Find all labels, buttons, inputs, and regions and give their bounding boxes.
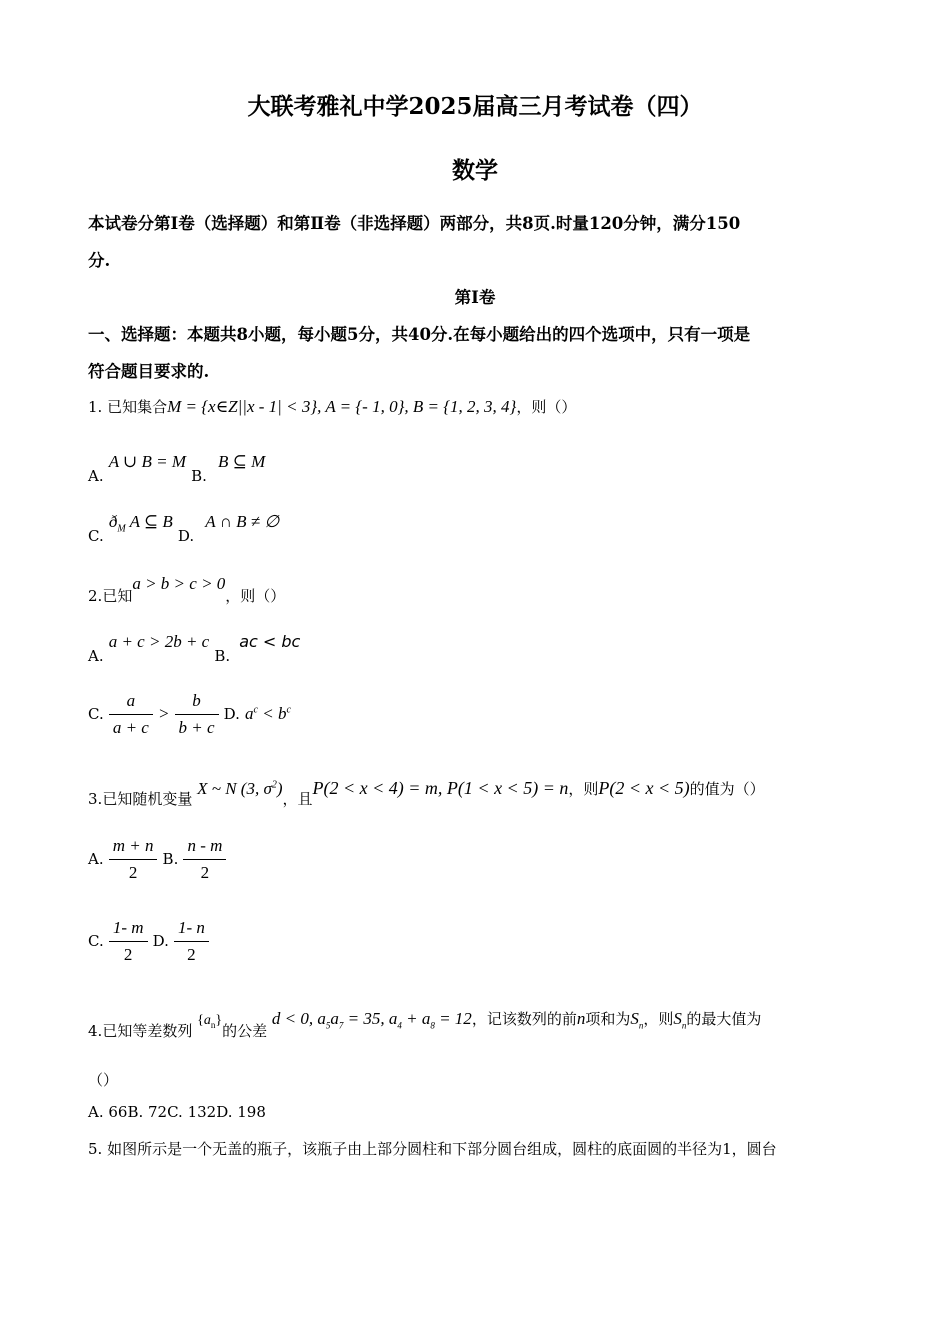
question-4-conditions: d < 0, $a_5a_7 = 35$, $a_4 + a_8 = 12$ [271,1009,472,1031]
exam-title: 大联考雅礼中学2025届高三月考试卷（四） [247,93,703,120]
question-4-sequence: $\{a_n\}$ [197,1013,223,1030]
q1-option-d: A ∩ B ≠ ∅ [205,512,280,531]
q3-option-d-fraction: $\frac{1- n}{2}$ [174,918,209,965]
q1-option-a: A ∪ B = M [108,452,187,471]
q3-option-a-fraction: $\frac{m + n}{2}$ [109,836,158,883]
question-3-options-cd: C. $\frac{1- m}{2}$ D. $\frac{1- n}{2}$ [88,918,209,965]
q1-option-c: $ð_M$ A ⊆ B [108,512,173,535]
question-4-options: A. 66B. 72C. 132D. 198 [88,1103,266,1121]
question-5-stem: 5. 如图所示是一个无盖的瓶子，该瓶子由上部分圆柱和下部分圆台组成，圆柱的底面圆的半径为1，圆台 [88,1140,777,1158]
q3-option-c-fraction: $\frac{1- m}{2}$ [109,918,148,965]
question-3-target: P(2 < x < 5) [598,778,690,798]
q3-option-b-fraction: $\frac{n - m}{2}$ [183,836,226,883]
intro-line-1: 本试卷分第Ⅰ卷（选择题）和第Ⅱ卷（非选择题）两部分，共8页.时量120分钟，满分150 [88,214,741,233]
question-3-stem: 3.已知随机变量 X ~ N (3, $\sigma^2$)，且P(2 < x < 4) = m, P(1 < x < 5) = n，则P(2 < x < 5)的值为（） [88,778,765,808]
question-3-options-ab: A. $\frac{m + n}{2}$ B. $\frac{n - m}{2}$ [88,836,226,883]
question-1-options-cd: C. $ð_M$ A ⊆ B D. A ∩ B ≠ ∅ [88,512,280,545]
question-2-options-ab: A. a + c > 2b + c B. ac < bc [88,632,301,665]
question-1-options-ab: A. A ∪ B = M B. B ⊆ M [88,452,266,485]
subject-title: 数学 [452,157,498,184]
question-3-distribution: X ~ N (3, $\sigma^2$) [197,779,283,798]
question-4-stem: 4.已知等差数列 $\{a_n\}$的公差 d < 0, $a_5a_7 = 35$, $a_4 + a_8 = 12$，记该数列的前n项和为$S_n$，则$S_n$的最大值为 [88,1009,762,1040]
q2-option-d: $a^c < b^c$ [245,704,291,723]
section-heading-line-2: 符合题目要求的. [88,362,210,381]
q1-option-b: B ⊆ M [218,452,266,471]
intro-line-2: 分. [88,251,111,270]
question-2-options-cd: C. $\frac{a}{a + c}$ > $\frac{b}{b + c}$ D. $a^c < b^c$ [88,691,291,737]
section-heading-line-1: 一、选择题：本题共8小题，每小题5分，共40分.在每小题给出的四个选项中，只有一项是 [88,325,751,344]
question-1-stem: 1. 已知集合M = {x∈Z||x - 1| < 3}, A = {- 1, 0}, B = {1, 2, 3, 4}，则（） [88,397,577,416]
q2-option-a: a + c > 2b + c [108,632,210,651]
question-4-answer-bracket: （） [88,1071,119,1089]
q2-option-c-fraction-left: $\frac{a}{a + c}$ [109,691,153,738]
question-2-stem: 2.已知a > b > c > 0，则（） [88,574,286,605]
part-title: 第Ⅰ卷 [454,288,496,307]
q2-option-b: ac < bc [239,632,301,651]
question-2-expression: a > b > c > 0 [132,574,226,593]
question-3-probabilities: P(2 < x < 4) = m, P(1 < x < 5) = n [312,778,569,798]
q2-option-c-fraction-right: $\frac{b}{b + c}$ [175,691,219,738]
question-1-expression: M = {x∈Z||x - 1| < 3}, A = {- 1, 0}, B = {1, 2, 3, 4} [167,397,517,416]
